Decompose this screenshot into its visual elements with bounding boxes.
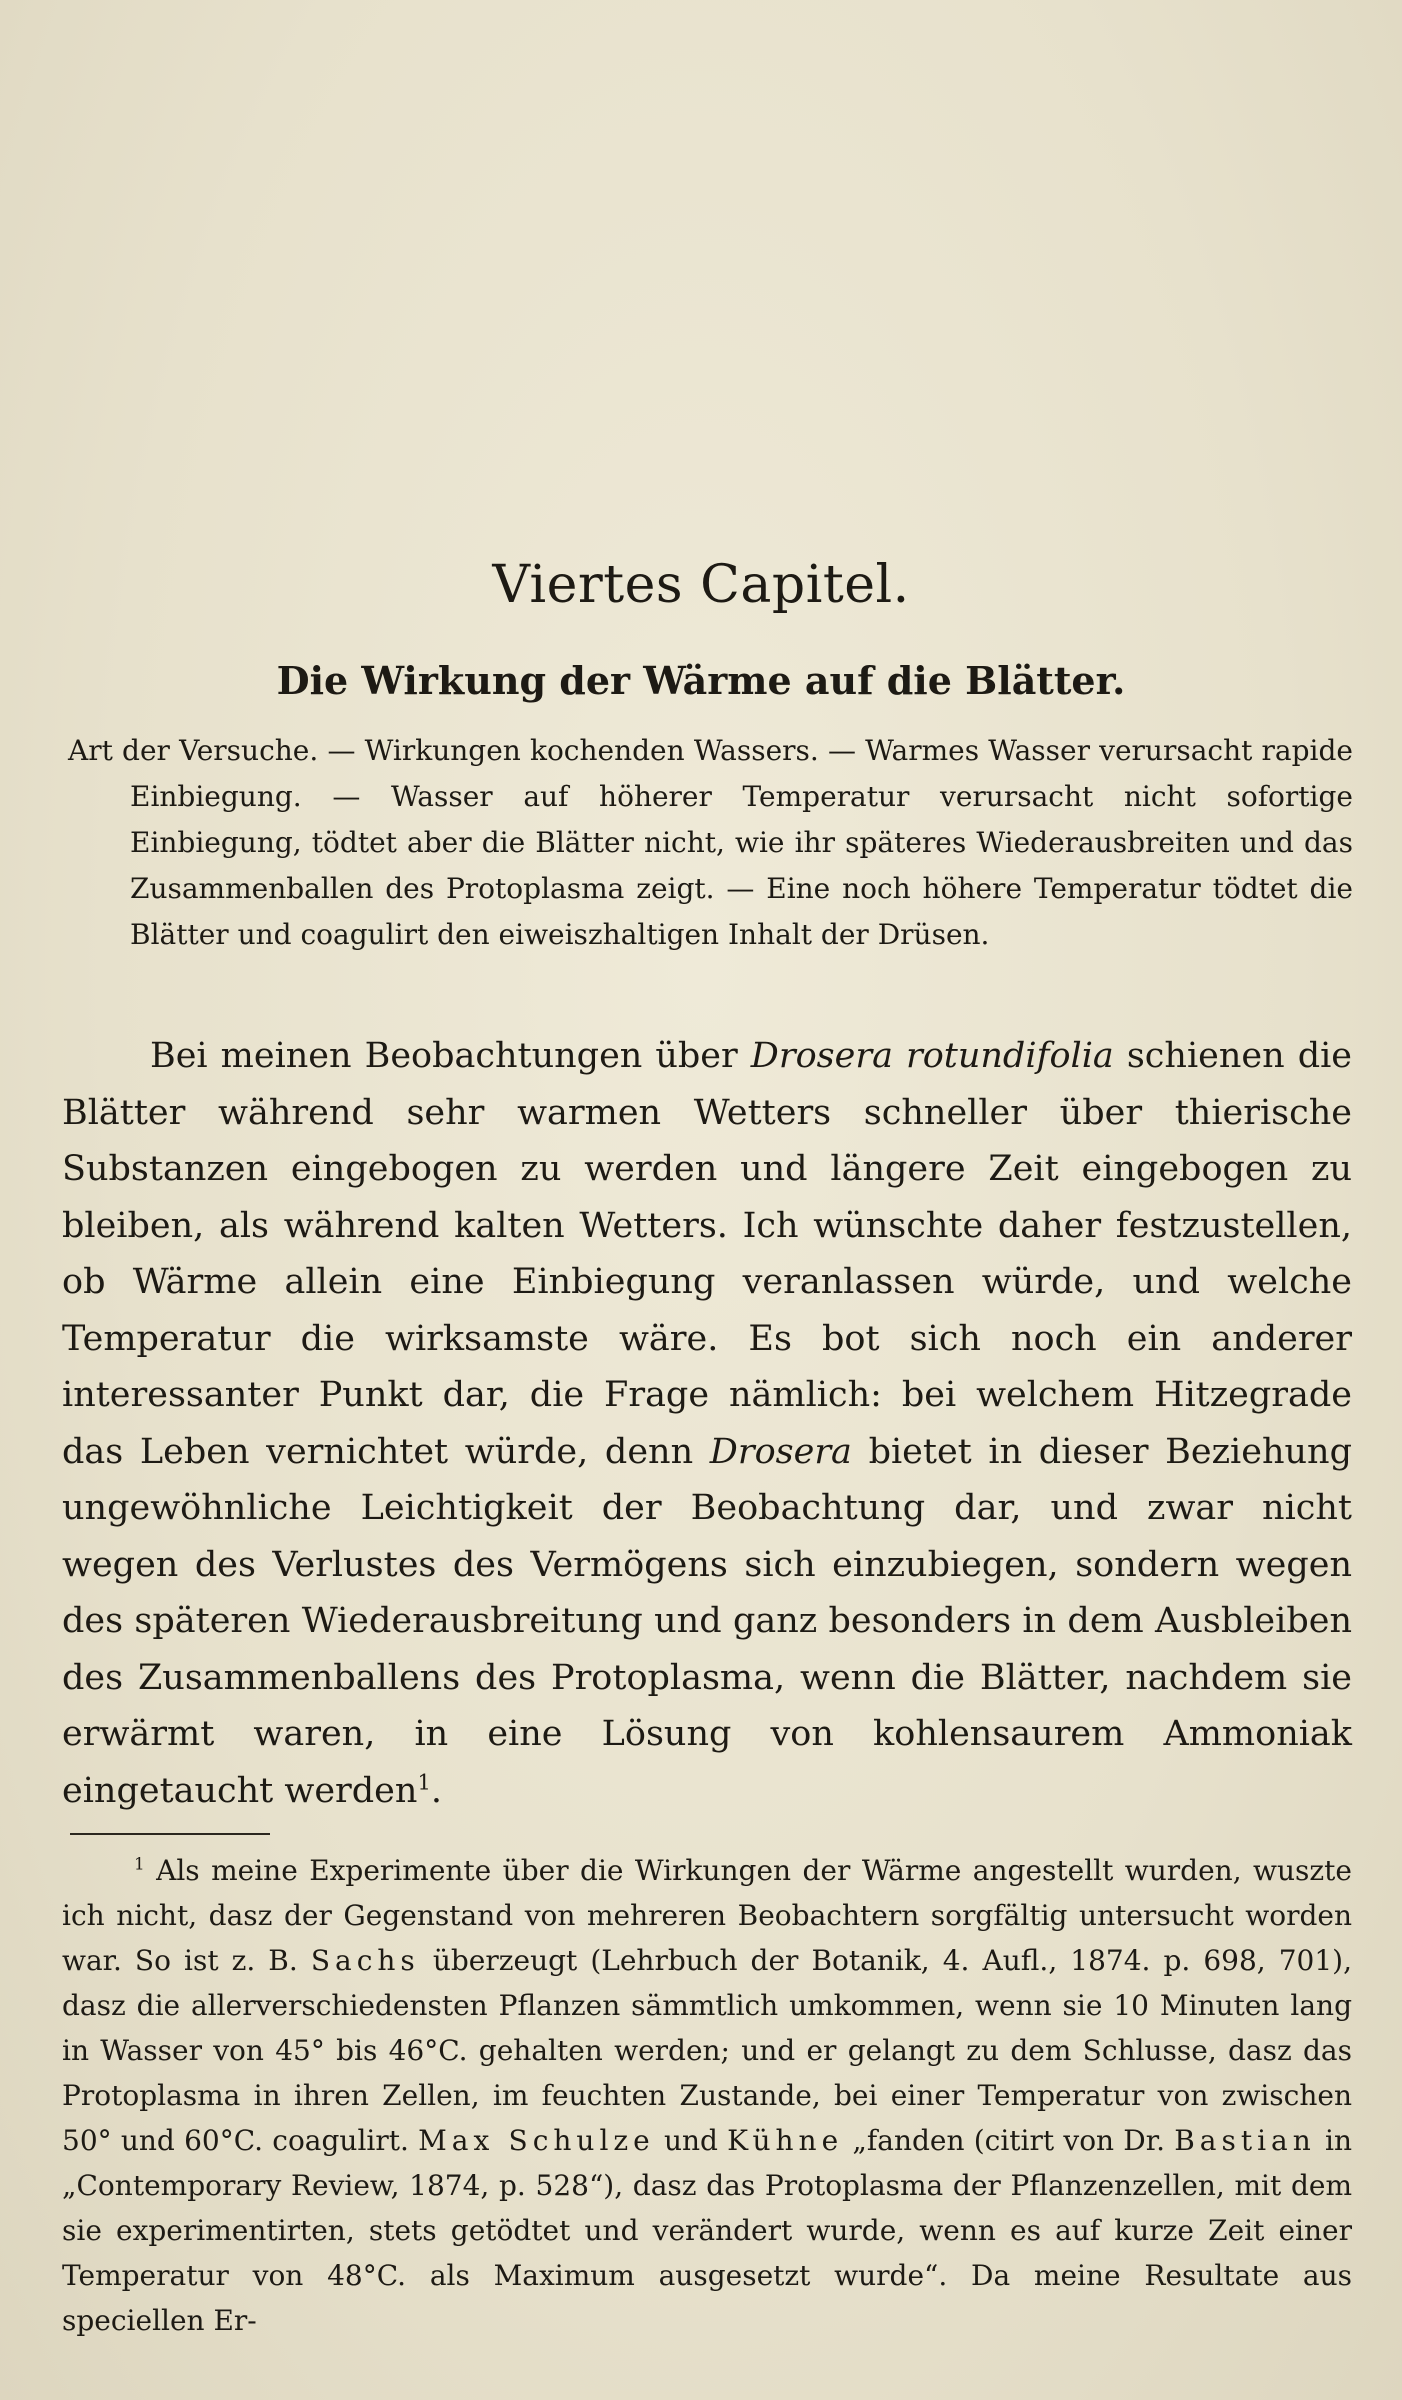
body-text-end: . bbox=[430, 1770, 442, 1811]
footnote-text-3: und bbox=[654, 2124, 728, 2157]
footnote-divider bbox=[70, 1833, 270, 1835]
author-bastian: Bastian bbox=[1174, 2124, 1316, 2157]
author-schulze: Max Schulze bbox=[418, 2124, 655, 2157]
chapter-title: Viertes Capitel. bbox=[492, 555, 910, 615]
footnote-text-4: „fanden (citirt von Dr. bbox=[843, 2124, 1175, 2157]
author-sachs: Sachs bbox=[310, 1944, 420, 1977]
footnote bbox=[62, 1848, 1352, 2343]
species-name: Drosera rotundifolia bbox=[750, 1036, 1114, 1076]
author-kuehne: Kühne bbox=[727, 2124, 844, 2157]
chapter-summary: Art der Versuche. — Wirkungen kochenden Wassers. — Warmes Wasser verursacht rapide Einbiegung. — Wasser auf höherer Temperatur verursacht nicht sofortige Einbiegung, tödtet aber die Blätter nicht, wie ihr späteres Wiederausbreiten und das Zusammenballen des Protoplasma zeigt. — Eine noch höhere Temperatur tödtet die Blätter und coagulirt den eiweiszhaltigen Inhalt der Drüsen. bbox=[68, 734, 1353, 951]
footnote-text-2: überzeugt (Lehrbuch der Botanik, 4. Aufl., 1874. p. 698, 701), dasz die allerverschiedensten Pflanzen sämmtlich umkommen, wenn sie 10 Minuten lang in Wasser von 45° bis 46°C. gehalten werden; und er gelangt zu dem Schlusse, dasz das Protoplasma in ihren Zellen, im feuchten Zustande, bei einer Temperatur von zwischen 50° und 60°C. coagulirt. bbox=[62, 1944, 1352, 2157]
chapter-subtitle: Die Wirkung der Wärme auf die Blätter. bbox=[276, 658, 1126, 703]
footnote-text-5: in „Contemporary Review, 1874, p. 528“), dasz das Protoplasma der Pflanzenzellen, mit dem sie experimentirten, stets getödtet und verändert wurde, wenn es auf kurze Zeit einer Temperatur von 48°C. als Maximum ausgesetzt wurde“. Da meine Resultate aus speciellen Er- bbox=[62, 2124, 1352, 2337]
footnote-marker: 1 bbox=[134, 1853, 145, 1874]
body-text-1: Bei meinen Beobachtungen über bbox=[150, 1036, 751, 1076]
footnote-text-1: Als meine Experimente über die Wirkungen der Wärme angestellt wurden, wuszte ich nicht, dasz der Gegenstand von mehreren Beobachtern sorgfältig untersucht worden war. So ist z. B. bbox=[62, 1854, 1352, 1977]
body-paragraph bbox=[62, 1028, 1352, 1819]
body-text-3: bietet in dieser Beziehung ungewöhnliche Leichtigkeit der Beobachtung dar, und zwar nicht wegen des Verlustes des Vermögens sich einzubiegen, sondern wegen des späteren Wiederausbreitung und ganz besonders in dem Ausbleiben des Zusammenballens des Protoplasma, wenn die Blätter, nachdem sie erwärmt waren, in eine Lösung von kohlensaurem Ammoniak eingetaucht werden bbox=[62, 1431, 1352, 1811]
genus-name: Drosera bbox=[709, 1431, 852, 1472]
body-text-2: schienen die Blätter während sehr warmen Wetters schneller über thierische Substanzen eingebogen zu werden und längere Zeit eingebogen zu bleiben, als während kalten Wetters. Ich wünschte daher festzustellen, ob Wärme allein eine Einbiegung veranlassen würde, und welche Temperatur die wirksamste wäre. Es bot sich noch ein anderer interessanter Punkt dar, die Frage nämlich: bei welchem Hitzegrade das Leben vernichtet würde, denn bbox=[62, 1036, 1353, 1472]
footnote-reference[interactable]: 1 bbox=[417, 1769, 431, 1794]
bleed-through-background bbox=[0, 0, 1402, 560]
